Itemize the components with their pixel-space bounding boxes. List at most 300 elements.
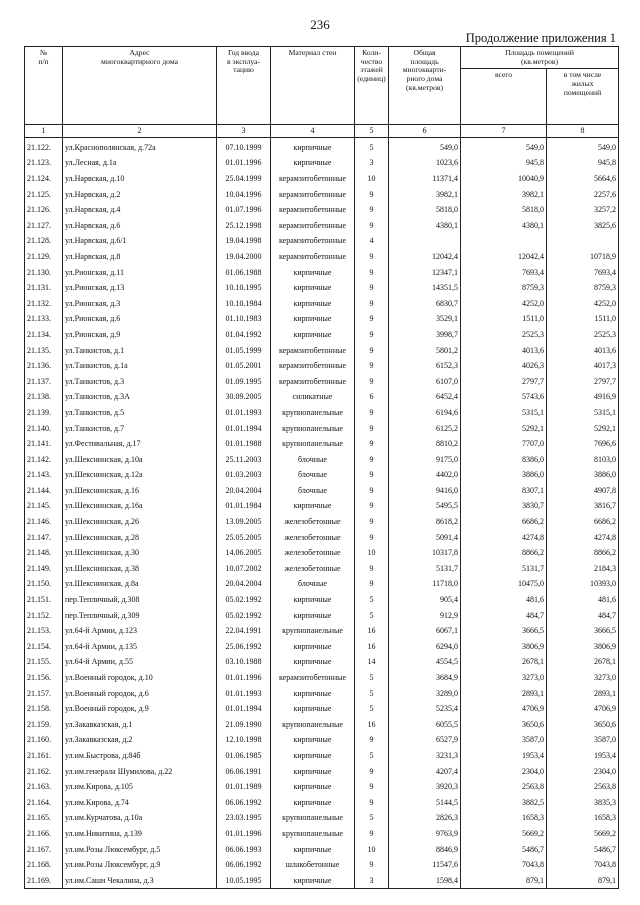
floor-count-cell: 9 xyxy=(355,202,389,218)
commissioning-year-cell: 10.10.1984 xyxy=(217,296,271,312)
total-area-cell: 3998,7 xyxy=(389,327,461,343)
wall-material-cell: кирпичные xyxy=(271,763,355,779)
premises-area-cell: 4013,6 xyxy=(461,342,547,358)
address-cell: ул.им.Никитина, д.139 xyxy=(63,826,217,842)
row-number-cell: 21.164. xyxy=(25,795,63,811)
floor-count-cell: 9 xyxy=(355,374,389,390)
row-number-cell: 21.141. xyxy=(25,436,63,452)
premises-area-cell: 12042,4 xyxy=(461,249,547,265)
floor-count-cell: 16 xyxy=(355,623,389,639)
floor-count-cell: 9 xyxy=(355,218,389,234)
living-area-cell: 8759,3 xyxy=(547,280,619,296)
floor-count-cell: 5 xyxy=(355,810,389,826)
floor-count-cell: 9 xyxy=(355,529,389,545)
premises-area-cell: 3650,6 xyxy=(461,717,547,733)
commissioning-year-cell: 01.01.1988 xyxy=(217,436,271,452)
premises-area-cell: 5743,6 xyxy=(461,389,547,405)
row-number-cell: 21.165. xyxy=(25,810,63,826)
floor-count-cell: 9 xyxy=(355,311,389,327)
total-area-cell: 6107,0 xyxy=(389,374,461,390)
row-number-cell: 21.123. xyxy=(25,155,63,171)
commissioning-year-cell: 01.09.1995 xyxy=(217,374,271,390)
table-row xyxy=(25,186,619,202)
column-number: 6 xyxy=(389,125,461,137)
total-area-cell: 5818,0 xyxy=(389,202,461,218)
commissioning-year-cell: 25.06.1992 xyxy=(217,639,271,655)
commissioning-year-cell: 01.01.1996 xyxy=(217,155,271,171)
floor-count-cell: 9 xyxy=(355,452,389,468)
wall-material-cell: кирпичные xyxy=(271,264,355,280)
living-area-cell: 5486,7 xyxy=(547,841,619,857)
row-number-cell: 21.167. xyxy=(25,841,63,857)
address-cell: ул.Танкистов, д.1а xyxy=(63,358,217,374)
wall-material-cell: керамзитобетонные xyxy=(271,342,355,358)
wall-material-cell: крупнопанельные xyxy=(271,405,355,421)
living-area-cell: 5315,1 xyxy=(547,405,619,421)
row-number-cell: 21.155. xyxy=(25,654,63,670)
column-number: 4 xyxy=(271,125,355,137)
premises-area-cell: 3882,5 xyxy=(461,795,547,811)
total-area-cell: 5235,4 xyxy=(389,701,461,717)
commissioning-year-cell: 05.02.1992 xyxy=(217,592,271,608)
premises-area-cell xyxy=(461,233,547,249)
living-area-cell: 3835,3 xyxy=(547,795,619,811)
commissioning-year-cell: 01.03.2003 xyxy=(217,467,271,483)
row-number-cell: 21.158. xyxy=(25,701,63,717)
housing-register-table xyxy=(24,46,619,889)
floor-count-cell: 5 xyxy=(355,701,389,717)
wall-material-cell: крупнопанельные xyxy=(271,717,355,733)
total-area-cell: 4402,0 xyxy=(389,467,461,483)
floor-count-cell: 16 xyxy=(355,639,389,655)
living-area-cell: 879,1 xyxy=(547,873,619,889)
wall-material-cell: кирпичные xyxy=(271,748,355,764)
commissioning-year-cell: 01.01.1989 xyxy=(217,779,271,795)
column-number: 8 xyxy=(547,125,619,137)
wall-material-cell: керамзитобетонные xyxy=(271,233,355,249)
table-row xyxy=(25,389,619,405)
address-cell: пер.Тепличный, д.309 xyxy=(63,607,217,623)
table-row xyxy=(25,264,619,280)
premises-area-cell: 3806,9 xyxy=(461,639,547,655)
commissioning-year-cell: 10.07.2002 xyxy=(217,561,271,577)
wall-material-cell: кирпичные xyxy=(271,155,355,171)
premises-area-cell: 481,6 xyxy=(461,592,547,608)
table-row xyxy=(25,137,619,155)
table-row xyxy=(25,420,619,436)
address-cell: ул.Рионская, д.13 xyxy=(63,280,217,296)
living-area-cell: 5292,1 xyxy=(547,420,619,436)
floor-count-cell: 10 xyxy=(355,171,389,187)
commissioning-year-cell: 03.10.1988 xyxy=(217,654,271,670)
floor-count-cell: 9 xyxy=(355,826,389,842)
premises-area-cell: 10475,0 xyxy=(461,576,547,592)
row-number-cell: 21.168. xyxy=(25,857,63,873)
column-number: 2 xyxy=(63,125,217,137)
floor-count-cell: 9 xyxy=(355,576,389,592)
wall-material-cell: кирпичные xyxy=(271,795,355,811)
wall-material-cell: кирпичные xyxy=(271,779,355,795)
floor-count-cell: 5 xyxy=(355,748,389,764)
address-cell: ул.Рионская, д.11 xyxy=(63,264,217,280)
address-cell: ул.Танкистов, д.7 xyxy=(63,420,217,436)
table-row xyxy=(25,841,619,857)
premises-area-cell: 8759,3 xyxy=(461,280,547,296)
premises-area-cell: 2563,8 xyxy=(461,779,547,795)
header-premises-living: в том числе жилых помещений xyxy=(547,69,619,125)
wall-material-cell: блочные xyxy=(271,483,355,499)
commissioning-year-cell: 23.03.1995 xyxy=(217,810,271,826)
header-year: Год ввода в эксплуа- тацию xyxy=(217,47,271,125)
wall-material-cell: железобетонные xyxy=(271,514,355,530)
address-cell: ул.Шекснинская, д.26 xyxy=(63,514,217,530)
table-row xyxy=(25,592,619,608)
address-cell: ул.Нарвская, д.6 xyxy=(63,218,217,234)
wall-material-cell: кирпичные xyxy=(271,873,355,889)
table-row xyxy=(25,607,619,623)
floor-count-cell: 5 xyxy=(355,592,389,608)
page-number: 236 xyxy=(310,17,330,32)
total-area-cell: 6294,0 xyxy=(389,639,461,655)
total-area-cell: 3289,0 xyxy=(389,685,461,701)
premises-area-cell: 4706,9 xyxy=(461,701,547,717)
column-number: 1 xyxy=(25,125,63,137)
table-row xyxy=(25,545,619,561)
wall-material-cell: кирпичные xyxy=(271,639,355,655)
living-area-cell: 2797,7 xyxy=(547,374,619,390)
premises-area-cell: 8307,1 xyxy=(461,483,547,499)
floor-count-cell: 9 xyxy=(355,420,389,436)
row-number-cell: 21.152. xyxy=(25,607,63,623)
floor-count-cell: 9 xyxy=(355,732,389,748)
row-number-cell: 21.145. xyxy=(25,498,63,514)
living-area-cell: 8103,0 xyxy=(547,452,619,468)
row-number-cell: 21.160. xyxy=(25,732,63,748)
address-cell: ул.им.Курчатова, д.10а xyxy=(63,810,217,826)
living-area-cell: 3650,6 xyxy=(547,717,619,733)
floor-count-cell: 9 xyxy=(355,405,389,421)
premises-area-cell: 484,7 xyxy=(461,607,547,623)
table-row xyxy=(25,670,619,686)
floor-count-cell: 16 xyxy=(355,717,389,733)
commissioning-year-cell: 25.05.2005 xyxy=(217,529,271,545)
premises-area-cell: 10040,9 xyxy=(461,171,547,187)
floor-count-cell: 9 xyxy=(355,763,389,779)
living-area-cell: 945,8 xyxy=(547,155,619,171)
address-cell: ул.Рионская, д.3 xyxy=(63,296,217,312)
wall-material-cell: кирпичные xyxy=(271,296,355,312)
address-cell: ул.Шекснинская, д.38 xyxy=(63,561,217,577)
premises-area-cell: 2797,7 xyxy=(461,374,547,390)
total-area-cell: 9763,9 xyxy=(389,826,461,842)
wall-material-cell: кирпичные xyxy=(271,841,355,857)
row-number-cell: 21.148. xyxy=(25,545,63,561)
row-number-cell: 21.139. xyxy=(25,405,63,421)
living-area-cell: 6686,2 xyxy=(547,514,619,530)
commissioning-year-cell: 06.06.1991 xyxy=(217,763,271,779)
row-number-cell: 21.143. xyxy=(25,467,63,483)
row-number-cell: 21.169. xyxy=(25,873,63,889)
address-cell: ул.им.генерала Шумилова, д.22 xyxy=(63,763,217,779)
total-area-cell: 12347,1 xyxy=(389,264,461,280)
table-row xyxy=(25,436,619,452)
table-row xyxy=(25,639,619,655)
commissioning-year-cell: 06.06.1993 xyxy=(217,841,271,857)
row-number-cell: 21.140. xyxy=(25,420,63,436)
address-cell: пер.Тепличный, д.308 xyxy=(63,592,217,608)
total-area-cell: 4554,5 xyxy=(389,654,461,670)
table-row xyxy=(25,873,619,889)
row-number-cell: 21.144. xyxy=(25,483,63,499)
total-area-cell xyxy=(389,233,461,249)
address-cell: ул.64-й Армии, д.123 xyxy=(63,623,217,639)
table-row xyxy=(25,280,619,296)
total-area-cell: 6152,3 xyxy=(389,358,461,374)
total-area-cell: 549,0 xyxy=(389,137,461,155)
table-row xyxy=(25,171,619,187)
header-premises-area: Площадь помещений (кв.метров) xyxy=(461,47,619,69)
address-cell: ул.Танкистов, д.3А xyxy=(63,389,217,405)
commissioning-year-cell: 06.06.1992 xyxy=(217,857,271,873)
living-area-cell: 3273,0 xyxy=(547,670,619,686)
row-number-cell: 21.153. xyxy=(25,623,63,639)
total-area-cell: 1598,4 xyxy=(389,873,461,889)
commissioning-year-cell: 10.05.1995 xyxy=(217,873,271,889)
address-cell: ул.Танкистов, д.3 xyxy=(63,374,217,390)
floor-count-cell: 10 xyxy=(355,841,389,857)
wall-material-cell: силикатные xyxy=(271,389,355,405)
living-area-cell: 3587,0 xyxy=(547,732,619,748)
commissioning-year-cell: 01.07.1996 xyxy=(217,202,271,218)
wall-material-cell: кирпичные xyxy=(271,654,355,670)
wall-material-cell: керамзитобетонные xyxy=(271,218,355,234)
table-row xyxy=(25,779,619,795)
table-row xyxy=(25,514,619,530)
column-number: 3 xyxy=(217,125,271,137)
row-number-cell: 21.162. xyxy=(25,763,63,779)
total-area-cell: 10317,8 xyxy=(389,545,461,561)
table-row xyxy=(25,202,619,218)
floor-count-cell: 6 xyxy=(355,389,389,405)
floor-count-cell: 9 xyxy=(355,264,389,280)
commissioning-year-cell: 22.04.1991 xyxy=(217,623,271,639)
premises-area-cell: 8386,0 xyxy=(461,452,547,468)
address-cell: ул.Шекснинская, д.8а xyxy=(63,576,217,592)
living-area-cell: 3886,0 xyxy=(547,467,619,483)
living-area-cell: 2563,8 xyxy=(547,779,619,795)
premises-area-cell: 1511,0 xyxy=(461,311,547,327)
total-area-cell: 11371,4 xyxy=(389,171,461,187)
floor-count-cell: 9 xyxy=(355,498,389,514)
wall-material-cell: блочные xyxy=(271,576,355,592)
wall-material-cell: кирпичные xyxy=(271,280,355,296)
address-cell: ул.Шекснинская, д.28 xyxy=(63,529,217,545)
wall-material-cell: шлакобетонные xyxy=(271,857,355,873)
premises-area-cell: 1658,3 xyxy=(461,810,547,826)
floor-count-cell: 9 xyxy=(355,514,389,530)
total-area-cell: 3529,1 xyxy=(389,311,461,327)
floor-count-cell: 9 xyxy=(355,467,389,483)
address-cell: ул.Нарвская, д.8 xyxy=(63,249,217,265)
row-number-cell: 21.150. xyxy=(25,576,63,592)
premises-area-cell: 5292,1 xyxy=(461,420,547,436)
wall-material-cell: керамзитобетонные xyxy=(271,202,355,218)
premises-area-cell: 2893,1 xyxy=(461,685,547,701)
commissioning-year-cell: 14.06.2005 xyxy=(217,545,271,561)
address-cell: ул.Фестивальная, д.17 xyxy=(63,436,217,452)
row-number-cell: 21.157. xyxy=(25,685,63,701)
table-row xyxy=(25,623,619,639)
address-cell: ул.Военный городок, д.10 xyxy=(63,670,217,686)
table-row xyxy=(25,701,619,717)
row-number-cell: 21.136. xyxy=(25,358,63,374)
row-number-cell: 21.146. xyxy=(25,514,63,530)
address-cell: ул.им.Быстрова, д.84б xyxy=(63,748,217,764)
row-number-cell: 21.161. xyxy=(25,748,63,764)
wall-material-cell: керамзитобетонные xyxy=(271,358,355,374)
living-area-cell: 2184,3 xyxy=(547,561,619,577)
wall-material-cell: блочные xyxy=(271,467,355,483)
living-area-cell: 4706,9 xyxy=(547,701,619,717)
living-area-cell: 4013,6 xyxy=(547,342,619,358)
total-area-cell: 11718,0 xyxy=(389,576,461,592)
total-area-cell: 6194,6 xyxy=(389,405,461,421)
commissioning-year-cell: 01.01.1994 xyxy=(217,420,271,436)
address-cell: ул.Танкистов, д.5 xyxy=(63,405,217,421)
premises-area-cell: 7693,4 xyxy=(461,264,547,280)
table-row xyxy=(25,498,619,514)
table-row xyxy=(25,296,619,312)
living-area-cell: 10393,0 xyxy=(547,576,619,592)
wall-material-cell: керамзитобетонные xyxy=(271,171,355,187)
floor-count-cell: 9 xyxy=(355,186,389,202)
table-row xyxy=(25,748,619,764)
row-number-cell: 21.127. xyxy=(25,218,63,234)
living-area-cell: 3257,2 xyxy=(547,202,619,218)
commissioning-year-cell: 07.10.1999 xyxy=(217,137,271,155)
commissioning-year-cell: 01.01.1984 xyxy=(217,498,271,514)
table-row xyxy=(25,561,619,577)
wall-material-cell: кирпичные xyxy=(271,685,355,701)
table-row xyxy=(25,155,619,171)
premises-area-cell: 5315,1 xyxy=(461,405,547,421)
table-row xyxy=(25,218,619,234)
row-number-cell: 21.131. xyxy=(25,280,63,296)
living-area-cell: 5669,2 xyxy=(547,826,619,842)
wall-material-cell: блочные xyxy=(271,452,355,468)
total-area-cell: 2826,3 xyxy=(389,810,461,826)
total-area-cell: 8618,2 xyxy=(389,514,461,530)
commissioning-year-cell: 01.01.1996 xyxy=(217,670,271,686)
address-cell: ул.64-й Армии, д.135 xyxy=(63,639,217,655)
column-number: 7 xyxy=(461,125,547,137)
premises-area-cell: 8866,2 xyxy=(461,545,547,561)
living-area-cell: 1658,3 xyxy=(547,810,619,826)
living-area-cell: 8866,2 xyxy=(547,545,619,561)
address-cell: ул.Танкистов, д.1 xyxy=(63,342,217,358)
premises-area-cell: 3666,5 xyxy=(461,623,547,639)
address-cell: ул.Шекснинская, д.30 xyxy=(63,545,217,561)
commissioning-year-cell: 01.01.1993 xyxy=(217,685,271,701)
wall-material-cell: керамзитобетонные xyxy=(271,670,355,686)
table-row xyxy=(25,826,619,842)
table-row xyxy=(25,717,619,733)
row-number-cell: 21.129. xyxy=(25,249,63,265)
living-area-cell: 549,0 xyxy=(547,137,619,155)
total-area-cell: 3231,3 xyxy=(389,748,461,764)
address-cell: ул.Краснополянская, д.72а xyxy=(63,137,217,155)
living-area-cell: 484,7 xyxy=(547,607,619,623)
wall-material-cell: керамзитобетонные xyxy=(271,186,355,202)
floor-count-cell: 4 xyxy=(355,233,389,249)
address-cell: ул.Рионская, д.6 xyxy=(63,311,217,327)
address-cell: ул.Военный городок, д.9 xyxy=(63,701,217,717)
address-cell: ул.64-й Армии, д.55 xyxy=(63,654,217,670)
wall-material-cell: крупнопанельные xyxy=(271,623,355,639)
table-row xyxy=(25,795,619,811)
header-premises-all: всего xyxy=(461,69,547,125)
commissioning-year-cell: 01.01.1993 xyxy=(217,405,271,421)
living-area-cell: 2257,6 xyxy=(547,186,619,202)
total-area-cell: 11547,6 xyxy=(389,857,461,873)
commissioning-year-cell: 12.10.1998 xyxy=(217,732,271,748)
header-floors: Коли- чество этажей (единиц) xyxy=(355,47,389,125)
table-body xyxy=(25,137,619,889)
wall-material-cell: кирпичные xyxy=(271,137,355,155)
address-cell: ул.им.Розы Люксембург, д.9 xyxy=(63,857,217,873)
living-area-cell: 7693,4 xyxy=(547,264,619,280)
address-cell: ул.Шекснинская, д.10а xyxy=(63,452,217,468)
table-row xyxy=(25,327,619,343)
floor-count-cell: 9 xyxy=(355,795,389,811)
row-number-cell: 21.142. xyxy=(25,452,63,468)
living-area-cell: 3825,6 xyxy=(547,218,619,234)
premises-area-cell: 3587,0 xyxy=(461,732,547,748)
wall-material-cell: крупнопанельные xyxy=(271,420,355,436)
total-area-cell: 3684,9 xyxy=(389,670,461,686)
table-row xyxy=(25,763,619,779)
wall-material-cell: керамзитобетонные xyxy=(271,374,355,390)
row-number-cell: 21.122. xyxy=(25,137,63,155)
living-area-cell: 3666,5 xyxy=(547,623,619,639)
row-number-cell: 21.128. xyxy=(25,233,63,249)
wall-material-cell: кирпичные xyxy=(271,701,355,717)
living-area-cell: 4907,8 xyxy=(547,483,619,499)
row-number-cell: 21.159. xyxy=(25,717,63,733)
commissioning-year-cell: 01.06.1988 xyxy=(217,264,271,280)
living-area-cell: 7696,6 xyxy=(547,436,619,452)
column-number-row xyxy=(25,125,619,137)
floor-count-cell: 9 xyxy=(355,327,389,343)
commissioning-year-cell: 19.04.1998 xyxy=(217,233,271,249)
premises-area-cell: 5669,2 xyxy=(461,826,547,842)
total-area-cell: 9416,0 xyxy=(389,483,461,499)
row-number-cell: 21.154. xyxy=(25,639,63,655)
table-row xyxy=(25,342,619,358)
address-cell: ул.им.Саши Чекалина, д.3 xyxy=(63,873,217,889)
living-area-cell: 3816,7 xyxy=(547,498,619,514)
table-row xyxy=(25,654,619,670)
floor-count-cell: 9 xyxy=(355,342,389,358)
total-area-cell: 1023,6 xyxy=(389,155,461,171)
living-area-cell: 481,6 xyxy=(547,592,619,608)
total-area-cell: 912,9 xyxy=(389,607,461,623)
floor-count-cell: 9 xyxy=(355,249,389,265)
premises-area-cell: 5486,7 xyxy=(461,841,547,857)
row-number-cell: 21.138. xyxy=(25,389,63,405)
address-cell: ул.Нарвская, д.4 xyxy=(63,202,217,218)
living-area-cell: 5664,6 xyxy=(547,171,619,187)
